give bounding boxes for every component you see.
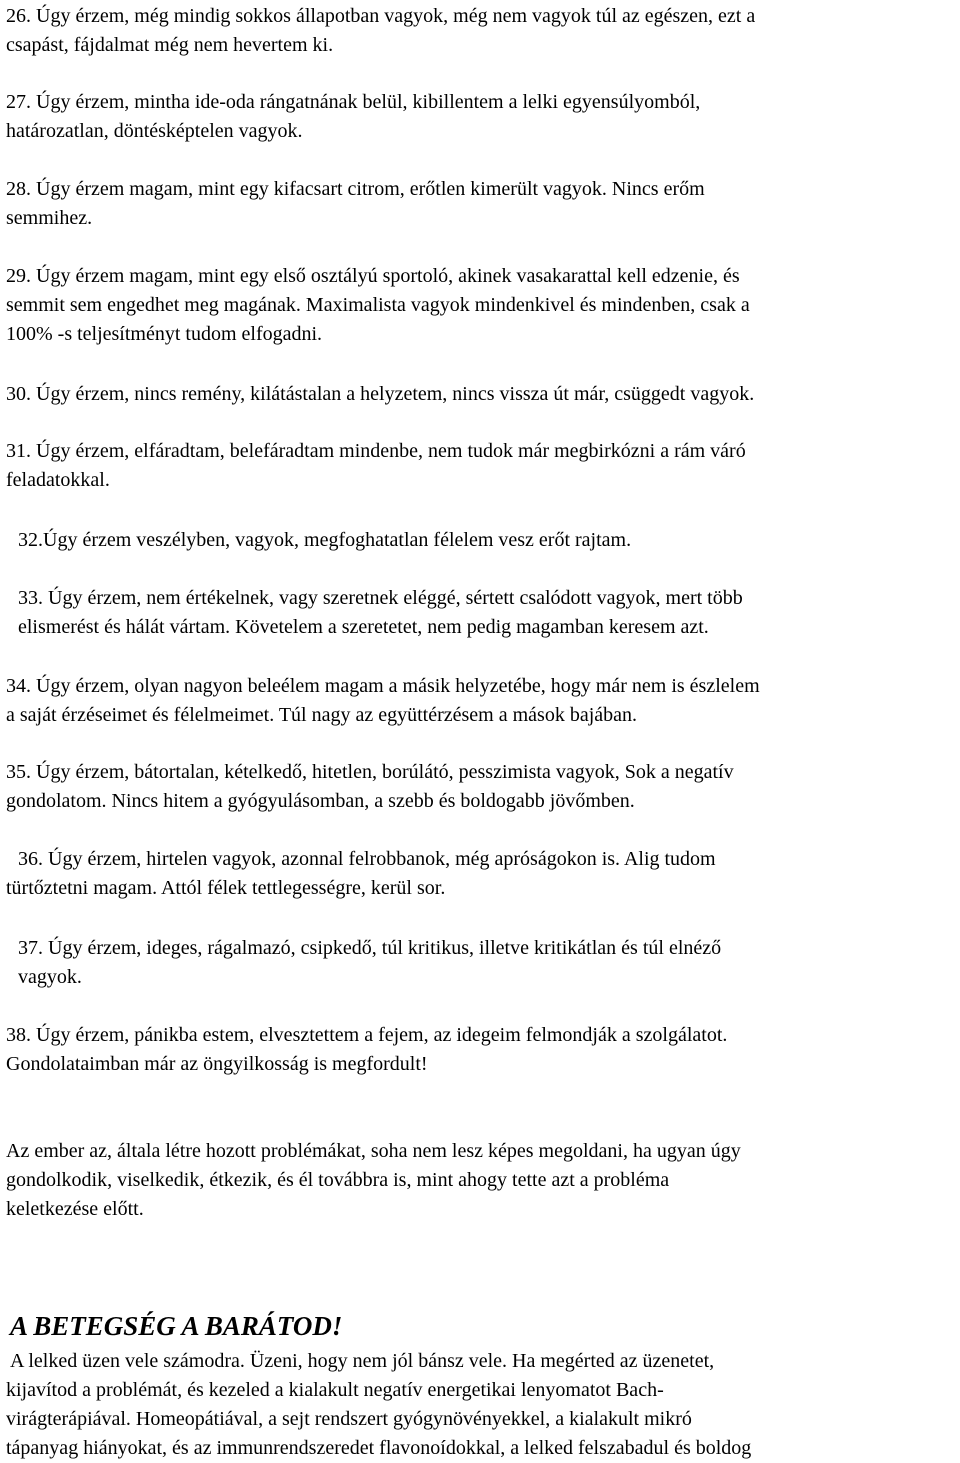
intro-line-4: tápanyag hiányokat, és az immunrendszeredet flavonoídokkal, a lelked felszabadul és boldog [6, 1437, 752, 1459]
item-38 [6, 1021, 727, 1079]
item-32-line-1: 32.Úgy érzem veszélyben, vagyok, megfoghatatlan félelem vesz erőt rajtam. [18, 529, 632, 551]
item-37-line-2: vagyok. [18, 966, 82, 988]
intro-paragraph [6, 1347, 752, 1463]
item-38-line-2: Gondolataimban már az öngyilkosság is megfordult! [6, 1053, 428, 1075]
item-37 [18, 934, 721, 992]
item-28 [6, 175, 705, 233]
item-33 [18, 584, 743, 642]
item-31-line-2: feladatokkal. [6, 469, 110, 491]
item-31-line-1: 31. Úgy érzem, elfáradtam, belefáradtam mindenbe, nem tudok már megbirkózni a rám váró [6, 440, 746, 462]
item-27-line-2: határozatlan, döntésképtelen vagyok. [6, 120, 303, 142]
item-36 [6, 845, 716, 903]
item-35 [6, 758, 734, 816]
item-29-line-1: 29. Úgy érzem magam, mint egy első osztályú sportoló, akinek vasakarattal kell edzenie, és [6, 265, 740, 287]
closing-line-2: gondolkodik, viselkedik, étkezik, és él továbbra is, mint ahogy tette azt a probléma [6, 1169, 670, 1191]
item-27 [6, 88, 700, 146]
intro-line-3: virágterápiával. Homeopátiával, a sejt rendszert gyógynövényekkel, a kialakult mikró [6, 1408, 692, 1430]
item-35-line-2: gondolatom. Nincs hitem a gyógyulásomban, a szebb és boldogabb jövőmben. [6, 790, 635, 812]
item-32 [18, 526, 631, 555]
item-31 [6, 437, 746, 495]
item-29 [6, 262, 750, 349]
item-36-line-2: türtőztetni magam. Attól félek tettlegességre, kerül sor. [6, 877, 446, 899]
intro-line-2: kijavítod a problémát, és kezeled a kialakult negatív energetikai lenyomatot Bach- [6, 1379, 664, 1401]
item-34-line-2: a saját érzéseimet és félelmeimet. Túl nagy az együttérzésem a mások bajában. [6, 704, 638, 726]
item-34-line-1: 34. Úgy érzem, olyan nagyon beleélem magam a másik helyzetébe, hogy már nem is észlelem [6, 675, 760, 697]
item-26 [6, 2, 755, 60]
item-30-line-1: 30. Úgy érzem, nincs remény, kilátástalan a helyzetem, nincs vissza út már, csüggedt vagyok. [6, 383, 755, 405]
item-29-line-3: 100% -s teljesítményt tudom elfogadni. [6, 323, 323, 345]
item-27-line-1: 27. Úgy érzem, mintha ide-oda rángatnának belül, kibillentem a lelki egyensúlyomból, [6, 91, 701, 113]
item-34 [6, 672, 760, 730]
section-heading: A BETEGSÉG A BARÁTOD! [10, 1311, 343, 1341]
item-38-line-1: 38. Úgy érzem, pánikba estem, elvesztettem a fejem, az idegeim felmondják a szolgálatot. [6, 1024, 728, 1046]
item-30 [6, 380, 754, 409]
item-35-line-1: 35. Úgy érzem, bátortalan, kételkedő, hitetlen, borúlátó, pesszimista vagyok, Sok a negatív [6, 761, 734, 783]
closing-line-1: Az ember az, általa létre hozott problémákat, soha nem lesz képes megoldani, ha ugyan úgy [6, 1140, 741, 1162]
item-37-line-1: 37. Úgy érzem, ideges, rágalmazó, csipkedő, túl kritikus, illetve kritikátlan és túl elnéző [18, 937, 722, 959]
item-28-line-1: 28. Úgy érzem magam, mint egy kifacsart citrom, erőtlen kimerült vagyok. Nincs erőm [6, 178, 705, 200]
closing-line-3: keletkezése előtt. [6, 1198, 144, 1220]
item-36-line-1: 36. Úgy érzem, hirtelen vagyok, azonnal felrobbanok, még apróságokon is. Alig tudom [18, 848, 716, 870]
item-29-line-2: semmit sem engedhet meg magának. Maximalista vagyok mindenkivel és mindenben, csak a [6, 294, 750, 316]
closing-paragraph [6, 1137, 741, 1224]
item-28-line-2: semmihez. [6, 207, 93, 229]
item-33-line-1: 33. Úgy érzem, nem értékelnek, vagy szeretnek eléggé, sértett csalódott vagyok, mert több [18, 587, 743, 609]
item-26-line-1: 26. Úgy érzem, még mindig sokkos állapotban vagyok, még nem vagyok túl az egészen, ezt a [6, 5, 756, 27]
intro-line-1: A lelked üzen vele számodra. Üzeni, hogy nem jól bánsz vele. Ha megérted az üzenetet, [10, 1350, 715, 1372]
item-33-line-2: elismerést és hálát vártam. Követelem a szeretetet, nem pedig magamban keresem azt. [18, 616, 709, 638]
item-26-line-2: csapást, fájdalmat még nem hevertem ki. [6, 34, 334, 56]
